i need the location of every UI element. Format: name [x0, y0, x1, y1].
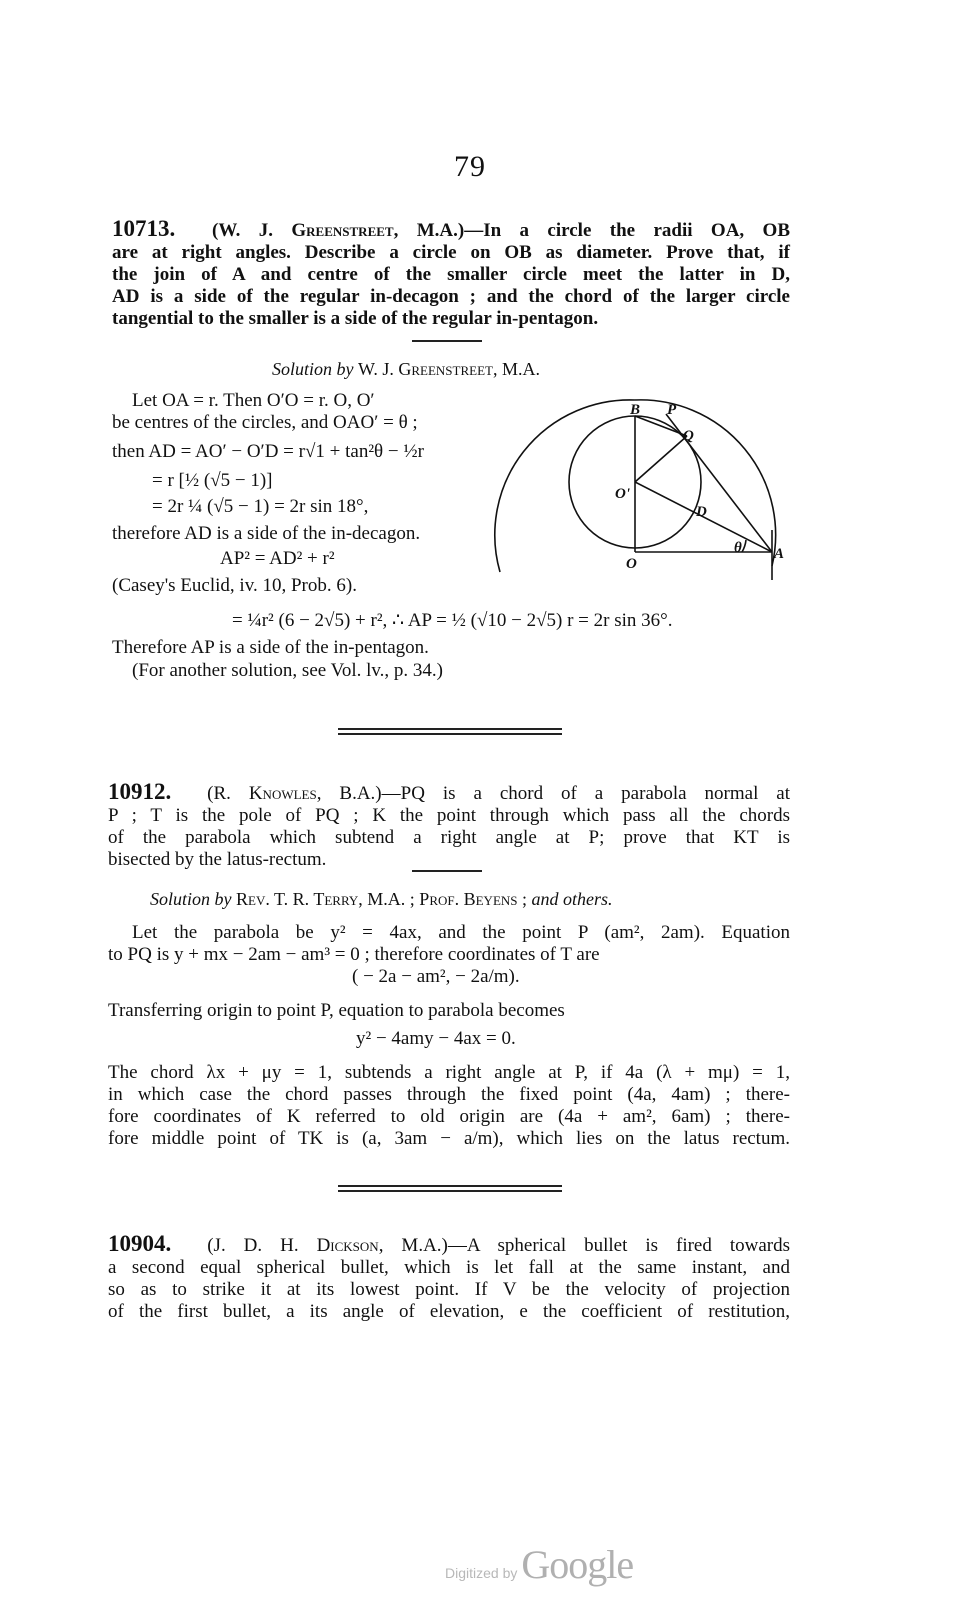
- solution-line: be centres of the circles, and OAO′ = θ ;: [112, 412, 418, 433]
- radius-to-q: [635, 436, 687, 482]
- solution-line: therefore AD is a side of the in-decagon.: [112, 523, 421, 544]
- section-separator: [338, 733, 562, 735]
- label-d: D: [696, 504, 707, 520]
- label-p: P: [667, 402, 677, 418]
- solution-line: Therefore AP is a side of the in-pentagon.: [112, 637, 429, 658]
- solution-line: Let OA = r. Then O′O = r. O, O′: [132, 390, 375, 411]
- angle-theta-arc: [742, 540, 746, 552]
- solution-line: (Casey's Euclid, iv. 10, Prob. 6).: [112, 575, 357, 596]
- segment-bq: [635, 416, 687, 436]
- section-separator: [338, 1190, 562, 1192]
- solution-line: (For another solution, see Vol. lv., p. 34.): [132, 660, 444, 681]
- problem-10912-statement: 10912. (R. Knowles, B.A.)—PQ is a chord of a parabola normal at P ; T is the pole of PQ ; K the point through which pass all the chords of the parabola which subtend a right angle at P; prove that KT is bisected by the latus-rectum.: [108, 779, 790, 870]
- problem-10904-statement: 10904. (J. D. H. Dickson, M.A.)—A spherical bullet is fired towards a second equal spherical bullet, which is let fall at the same instant, and so as to strike it at its lowest point. If V be the velocity of projection of the first bullet, a its angle of elevation, e the coefficient of restitution,: [108, 1231, 790, 1322]
- problem-author: (J. D. H. Dickson, M.A.): [207, 1235, 448, 1256]
- label-o: O: [626, 556, 637, 572]
- digitized-watermark: Digitized by Google: [445, 1542, 634, 1587]
- problem-number: 10713.: [112, 216, 176, 241]
- section-separator: [338, 728, 562, 730]
- label-q: Q: [683, 428, 694, 444]
- page-number: 79: [454, 150, 486, 183]
- solution-heading: Solution by Rev. T. R. Terry, M.A. ; Prof. Beyens ; and others.: [150, 889, 613, 909]
- problem-10713-statement: 10713. (W. J. Greenstreet, M.A.)—In a circle the radii OA, OB are at right angles. Describe a circle on OB as diameter. Prove that, if the join of A and centre of the smaller circle meet the latter in D, AD is a side of the regular in-decagon ; and the chord of the larger circle tangential to the smaller is a side of the regular in-pentagon.: [112, 216, 791, 329]
- label-o-prime: O': [615, 486, 630, 502]
- problem-10912-solution: Let the parabola be y² = 4ax, and the point P (am², 2am). Equation to PQ is y + mx − 2am − am³ = 0 ; therefore coordinates of T are ( − 2a − am², − 2a/m). Transferring origin to point P, equation to parabola becomes y² − 4amy − 4ax = 0. The chord λx + μy = 1, subtends a right angle at P, if 4a (λ + mμ) = 1, in which case the chord passes through the fixed point (4a, 4am) ; there- fore coordinates of K referred to old origin are (4a + am², 6am) ; there- fore middle point of TK is (a, 3am − a/m), which lies on the latus rectum.: [108, 922, 790, 1149]
- problem-author: (W. J. Greenstreet, M.A.): [212, 220, 465, 241]
- problem-number: 10912.: [108, 779, 172, 804]
- solution-line: = ¼r² (6 − 2√5) + r², ∴ AP = ½ (√10 − 2√5) r = 2r sin 36°.: [232, 610, 673, 631]
- short-rule: [412, 870, 482, 872]
- solution-line: then AD = AO′ − O′D = r√1 + tan²θ − ½r: [112, 441, 424, 462]
- problem-author: (R. Knowles, B.A.): [207, 783, 382, 804]
- label-b: B: [630, 402, 641, 418]
- solution-line: = 2r ¼ (√5 − 1) = 2r sin 18°,: [152, 496, 369, 517]
- problem-number: 10904.: [108, 1231, 172, 1256]
- geometry-figure: [490, 390, 790, 590]
- google-logo: Google: [521, 1542, 634, 1587]
- label-a: A: [774, 546, 785, 562]
- short-rule: [412, 340, 482, 342]
- large-circle-arc: [495, 400, 635, 572]
- section-separator: [338, 1185, 562, 1187]
- label-theta: θ: [734, 540, 742, 556]
- solution-line: AP² = AD² + r²: [220, 548, 335, 569]
- solution-heading: Solution by W. J. Greenstreet, M.A.: [272, 359, 540, 379]
- solution-line: = r [½ (√5 − 1)]: [152, 470, 273, 491]
